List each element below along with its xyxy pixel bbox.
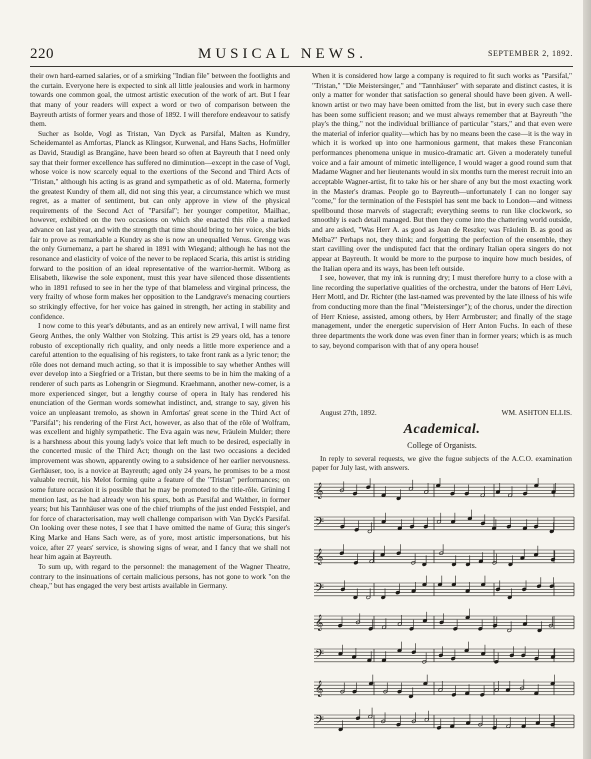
section-subheading: College of Organists. [407,441,477,450]
music-staff [314,609,574,633]
publication-title: MUSICAL NEWS. [198,46,367,62]
signature-name: WM. ASHTON ELLIS. [501,408,572,417]
section-intro: In reply to several requests, we give the fugue subjects of the A.C.O. examination paper for July last, with answers. [312,454,572,473]
svg-text:𝄞: 𝄞 [315,615,324,631]
svg-text:𝄞: 𝄞 [315,483,324,499]
left-column [30,71,290,753]
issue-date: SEPTEMBER 2, 1892. [487,49,573,58]
music-staff [314,708,574,732]
paragraph: I see, however, that my ink is running dry; I must therefore hurry to a close with a line recording the superlative qualities of the orchestra, under the batons of Herr Lévi, Herr Mottl, and Dr. Richter (the last-named was prevented by the late illness of his wife from conducting more than the final "Meistersinger"); of the chorus, under the direction of Herr Kniese, assisted, among others, by Herr Armbruster; and finally of the stage management, under the energetic supervision of Herr Anton Fuchs. In each of these three departments the work done was even finer than in former years; which is as much to say, beyond comparison with that of any opera house! [312,273,572,350]
paragraph: I now come to this year's débutants, and as an entirely new arrival, I will name first Georg Anthes, the only Walther von Stolzing. This artist is 29 years old, has a tenore robusto of exceptionally rich quality, and only needs a little more experience and a careful attention to the equalising of his registers, to take front rank as a lyric tenor; the rôle does not demand much acting, so that it is impossible to say whether Anthes will ever develop into a Siegfried or a Tristan, but there seems to be in him the making of a renderer of such parts as Lohengrin or Siegmund. Kraehmann, another new-comer, is a more experienced singer, but a lengthy course of opera in Italy has rendered his enunciation of the German words somewhat indistinct, and, strange to say, given his voice an unpleasant tremolo, as shown in Amfortas' great scene in the Third Act of "Parsifal"; his rendering of the First Act, however, as also that of the rôle of Wolfram, was excellent and highly sympathetic. The Eva again was new, Fräulein Mulder; there is a harshness about this young lady's voice that left much to be desired, especially in the concerted music of the Third Act; though on the last two occasions a decided improvement was shown, apparently owing to a subsidence of her earlier nervousness. Gerhäuser, too, is a novice at Bayreuth; aged only 24 years, he promises to be a most valuable recruit, his Melot forming quite a feature of the "Tristan" performances; on some future occasion it is possible that he may be promoted to the title-rôle. Grüning I mention last, as he had already won his spurs, both as Parsifal and Walther, in former years; but his Tannhäuser was one of the chief triumphs of the just ended Festspiel, and for force of characterisation, may well challenge comparison with Van Dyck's Parsifal. On looking over these notes, I see that I have omitted the name of Gura; this singer's King Marke and Hans Sach were, as of yore, most artistic impersonations, but his voice, after 27 years' service, is showing signs of wear, and I fancy that we shall not hear him again at Bayreuth. [30,321,290,562]
music-staff [314,642,574,664]
music-staff [314,675,574,699]
paragraph: To sum up, with regard to the personnel: the management of the Wagner Theatre, contrary to the insinuations of certain malicious persons, has not gone to work "on the cheap," but has engaged the very best artists available in Germany. [30,561,290,591]
right-column [312,71,572,401]
signature-date: August 27th, 1892. [320,408,377,417]
paragraph: When it is considered how large a company is required to fit such works as "Parsifal," "Tristan," "Die Meistersinger," and "Tannhäuser" with separate and distinct castes, it is only a matter for wonder that satisfaction so general should have been given. A well-known artist or two may have been omitted from the list, but in every such case there has been some sufficient reason; and we must always remember that at Bayreuth "the play's the thing," not the individual brilliance of particular "stars," and that even were the material of inferior quality—which has by no means been the case—it is the way in which it is worked up into one harmonious garment, that makes these Franconian performances phenomena unique in musico-dramatic art. Given a moderately tuneful voice and a fair amount of mimetic intelligence, I would wager a good round sum that Madame Wagner and her lieutenants would in six months turn the merest recruit into an acceptable Wagner-artist, fit to take his or her share of any but the most exacting work in the Master's dramas. People go to Bayreuth—unfortunately I can no longer say "come," for the termination of the Festspiel has sent me back to London—and witness spellbound those marvels of stagecraft; everything seems to run like clockwork, so smoothly is each detail managed. But then they come into the chattering world outside, and are asked, "Was Herr A. as good as Jean de Reszke; was Fräulein B. as good as Melba?" Perhaps not, they think; and forgetting the perfection of the ensemble, they start cavilling over the undisputed fact that the ordinary Italian opera singers do not appear at Bayreuth. It would be more to the purpose to inquire how much besides, of the Italian opera and its ways, has been left outside. [312,71,572,273]
page-number: 220 [30,46,54,62]
svg-text:𝄢: 𝄢 [315,714,325,730]
music-notation-figure [312,478,577,746]
music-staff [314,544,574,566]
music-staff [314,510,574,534]
page-header [30,46,583,64]
section-heading: Academical. [403,422,481,437]
svg-text:𝄞: 𝄞 [315,549,324,565]
music-staff [314,478,574,500]
paragraph: Sucher as Isolde, Vogl as Tristan, Van Dyck as Parsifal, Malten as Kundry, Scheidemantel as Amfortas, Planck as Klingsor, Kurwenal, and Hans Sachs, Hofmüller as David, Staudigl as Brangäne, have been heard so often at Bayreuth that I need only say that their former excellence has suffered no diminution—except in the case of Vogl, whose voice is now scarcely equal to the exertions of the Second and Third Acts of "Tristan," although his acting is as grand and sympathetic as of old. Materna, formerly the greatest Kundry of them all, did not sing this year, a circumstance which we must regret, as a matter of sentiment, but can only approve in view of the physical requirements of the Second Act of "Parsifal"; her younger competitor, Mailhac, however, exhibited on the two occasions on which she enacted this rôle a marked advance on last year, and with the strength that time should bring to her voice, she bids fair to prove as remarkable a Kundry as she is now an unequalled Venus. Grengg was the only Gurnemanz, a part he shared in 1891 with Wiegand; although he has not the resonance and elasticity of voice of the never to be replaced Scaria, this artist is striding forward to the position of an ideal representative of the warrior-hermit. Wiborg as Elisabeth, likewise the sole exponent, must this year have silenced those dissentients who in 1891 refused to see in her the type of that blameless and virginal princess, the very frailty of whose form makes her opposition to the Landgrave's menacing courtiers so strikingly effective, for her voice has gained in strength, her acting in stability and confidence. [30,128,290,321]
svg-text:𝄢: 𝄢 [315,582,325,598]
page-edge [583,0,591,759]
svg-text:𝄞: 𝄞 [315,681,324,697]
music-staff [314,576,574,600]
svg-text:𝄢: 𝄢 [315,516,325,532]
header-rule [30,66,573,67]
svg-text:𝄢: 𝄢 [315,648,325,664]
paragraph: their own hard-earned salaries, or of a smirking "Indian file" between the footlights and the curtain. Everyone here is expected to sink all little jealousies and work in harmony towards one common goal, the utmost artistic execution of the work of art. But I fear that many of your readers will expect a word or two of comparison between the Bayreuth artists of former years and those of 1892. I will therefore endeavour to satisfy them. [30,71,290,129]
